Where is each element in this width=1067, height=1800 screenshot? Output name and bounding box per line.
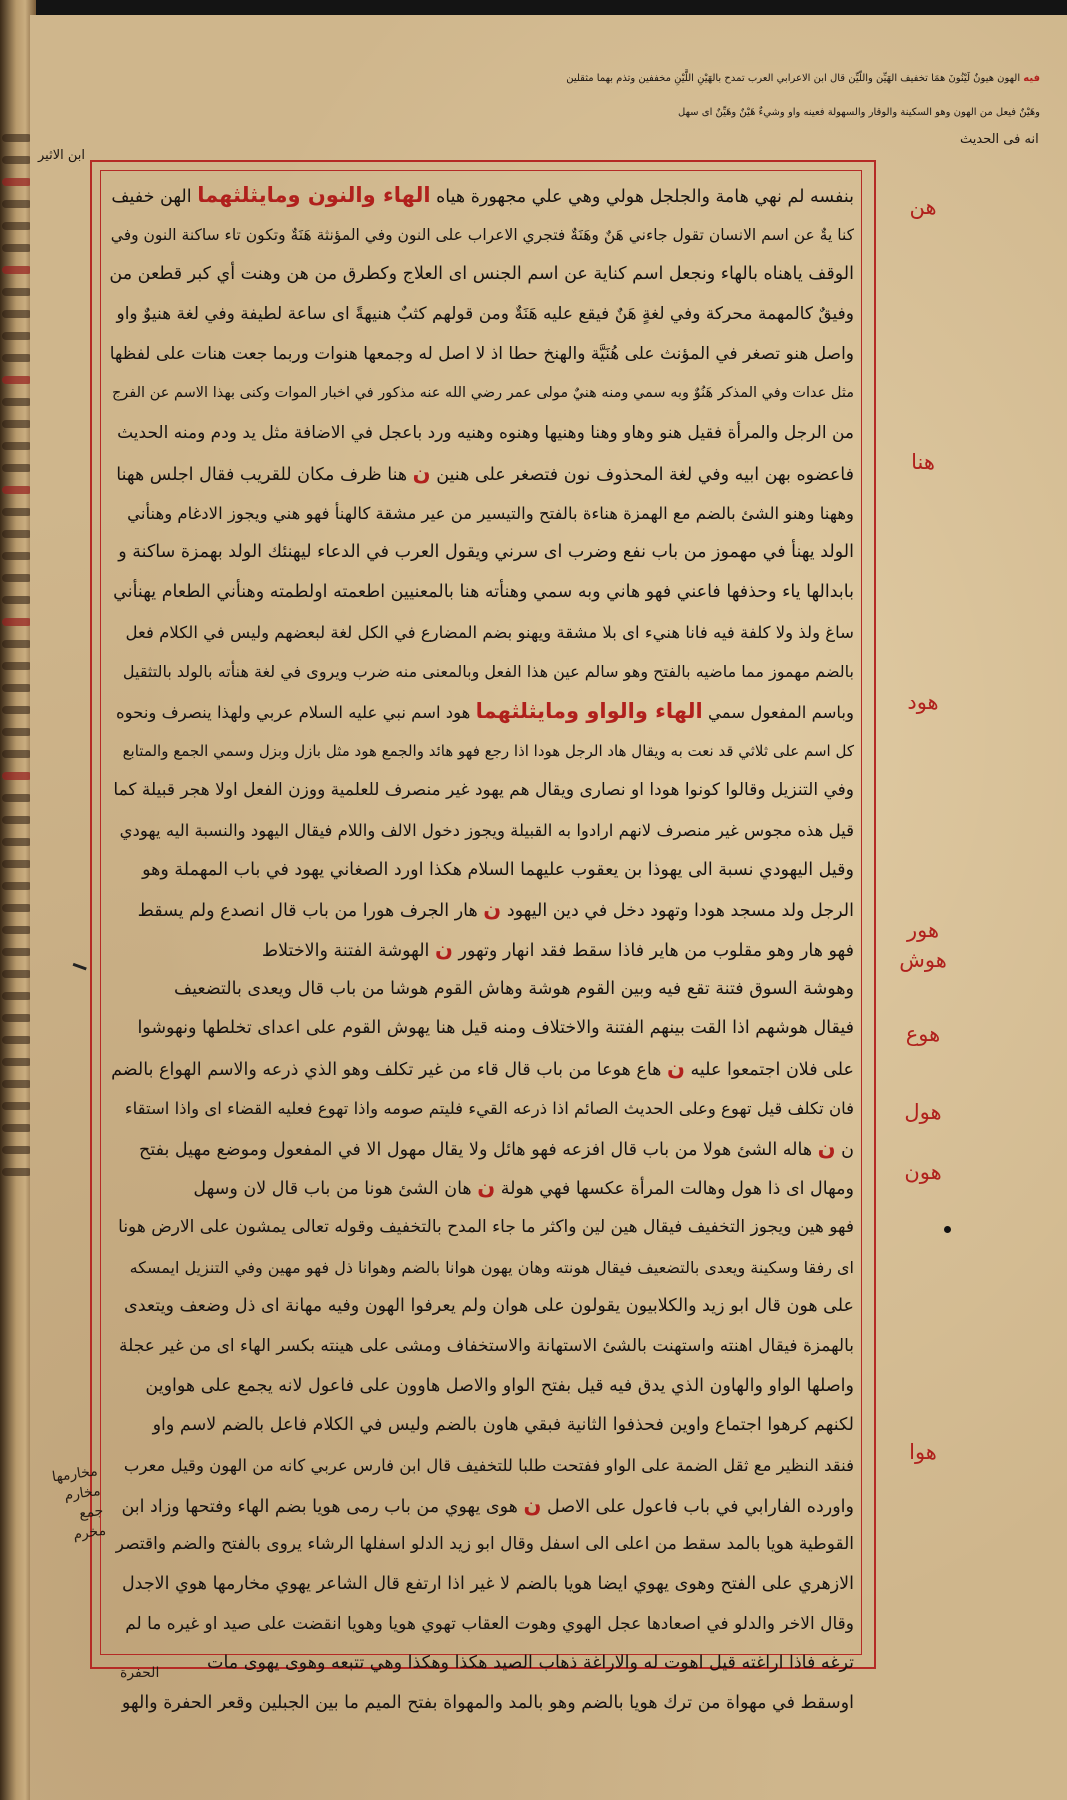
text-segment: بنفسه لم نهي هامة والجلجل هولي وهي علي مجهورة هياه bbox=[436, 187, 854, 207]
text-segment: فنقد النظير مع ثقل الضمة على الواو ففتحت طلبا للتخفيف قال ابن فارس عربي كانه من الهون وقيل معرب bbox=[123, 1456, 854, 1475]
text-segment: لكنهم كرهوا اجتماع واوين فحذفوا الثانية فبقي هاون بالضم وليس في الكلام فاعل بالضم لاسم واو bbox=[152, 1415, 854, 1436]
text-segment: واصل هنو تصغر في المؤنث على هُنَيَّة والهنخ حطا اذ لا اصل له وجمعها هنوات وربما جعت هنات على لفظها bbox=[109, 343, 854, 364]
text-segment: وفيقٌ كالمهمة محركة وفي لغةٍ هَنٌ فيقع عليه هَنَةٌ ومن قولهم كثبٌ هنيهةً اى ساعة لطيفة وفي لغة هنيوٌ واو bbox=[116, 304, 854, 325]
gloss-keyword: فيه bbox=[1023, 73, 1040, 84]
text-segment: فهو هين ويجوز التخفيف فيقال هين لين واكثر ما جاء المدح بالتخفيف وقوله تعالى يمشون على الارض هونا bbox=[118, 1216, 854, 1237]
margin-word-huna: هنا bbox=[911, 450, 935, 474]
text-line bbox=[108, 890, 854, 930]
text-segment: ومهال اى ذا هول وهالت المرأة عكسها فهي هولة bbox=[500, 1179, 854, 1200]
text-line bbox=[108, 851, 854, 891]
text-line bbox=[108, 1248, 854, 1288]
text-line bbox=[108, 1089, 854, 1129]
text-segment: كل اسم على ثلاثي قد نعت به ويقال هاد الرجل هودا اذا رجع فهو هائد والجمع هود مثل بازل وبزل وسمي الجمع والمتابع bbox=[122, 741, 854, 760]
text-line bbox=[108, 414, 854, 454]
margin-word-hawa: هوا bbox=[909, 1440, 937, 1464]
text-line bbox=[108, 1446, 854, 1486]
text-line bbox=[108, 1049, 854, 1089]
rubric-heading: ن bbox=[523, 1492, 542, 1517]
text-segment: وهوشة السوق فتنة تقع فيه وبين القوم هوشة وهاش القوم هوشا من باب قال ويعدى بالتضعيف bbox=[174, 978, 854, 999]
text-segment: مثل عدات وفي المذكر هَنُوٌ وبه سمي ومنه هنيٌ مولى عمر رضي الله عنه مذكور في اخبار الموات وكنى بهذا الاسم عن الفرج bbox=[111, 385, 854, 402]
text-segment: بالهمزة فيقال اهنته واستهنت بالشئ الاستهانة والاستخفاف ومشى على هينته بكسر الهاء اى من غير عجلة bbox=[119, 1335, 854, 1356]
text-segment: بالضم مهموز مما ماضيه بالفتح وهو سالم عين هذا الفعل وبالمعنى منه ضرب ويروى في لغة هنأته بالولد بالتثقيل bbox=[122, 662, 854, 682]
text-segment: هان الشئ هونا من باب قال لان وسهل bbox=[193, 1179, 472, 1200]
text-line bbox=[108, 335, 854, 375]
text-segment: قيل هذه مجوس غير منصرف لانهم ارادوا به القبيلة ويجوز دخول الالف واللام فيقال اليهود والنسبة اليه يهودي bbox=[119, 821, 854, 840]
gloss-note: انه فى الحديث bbox=[960, 132, 1039, 147]
text-line bbox=[108, 1327, 854, 1367]
text-segment: وفي التنزيل وقالوا كونوا هودا او نصارى ويقال هم يهود غير منصرف للعلمية ووزن الفعل اولا هجر قبيلة كما bbox=[113, 780, 854, 801]
text-line bbox=[108, 1208, 854, 1248]
gloss-attribution: ابن الاثير bbox=[38, 148, 85, 163]
text-segment: على هون قال ابو زيد والكلابيون يقولون على هوان ولم يعرفوا الهون وفيه مهانة اى ذل وضعف ويتعدى bbox=[124, 1296, 854, 1317]
text-segment: فيقال هوشهم اذا القت بينهم الفتنة والاختلاف ومنه قيل هنا يهوش القوم على اعداى تخلطها ونهوشوا bbox=[137, 1018, 854, 1039]
text-line bbox=[108, 811, 854, 851]
text-line bbox=[108, 613, 854, 653]
gloss-line-1 bbox=[40, 62, 1040, 96]
text-line bbox=[108, 573, 854, 613]
gloss-text-1: الهون هيونٌ لَيْنُونَ همَا تخفيف الهَيِّن واللّيِّن قال ابن الاعرابي العرب تمدح بالهَيْنِ اللَّيْنِ مخففين وتذم بهما مثقلين bbox=[566, 73, 1021, 84]
margin-word-hawl: هول bbox=[904, 1100, 942, 1124]
text-line bbox=[108, 1486, 854, 1526]
text-line bbox=[108, 1565, 854, 1605]
margin-dot-mark bbox=[944, 1226, 951, 1233]
text-segment: الولد يهنأ في مهموز من باب نفع وضرب اى سرني ويقول العرب في الدعاء ليهنئك الولد بهمزة ساكنة و bbox=[118, 542, 854, 563]
text-line bbox=[108, 494, 854, 534]
text-segment: الرجل ولد مسجد هودا وتهود دخل في دين اليهود bbox=[506, 901, 854, 922]
rubric-heading: ن bbox=[412, 460, 431, 485]
text-line bbox=[108, 1168, 854, 1208]
text-segment: الهن خفيف bbox=[111, 187, 192, 207]
margin-word-hun: هن bbox=[909, 195, 937, 219]
text-line bbox=[108, 652, 854, 692]
text-segment: القوطية هويا بالمد سقط من اعلى الى اسفل وقال ابو زيد الدلو اسفلها الرشاء يروى بالفتح والضم واقتصر bbox=[115, 1534, 854, 1555]
top-margin-gloss bbox=[38, 62, 1040, 163]
text-line bbox=[108, 533, 854, 573]
margin-word-hawsh: هوش bbox=[899, 948, 947, 972]
gloss-line-2: وهَيْنٌ فيعل من الهون وهو السكينة والوقار والسهولة فعينه واو وشيءٌ هَيْنٌ وهَيِّنٌ اى سهل bbox=[678, 107, 1040, 118]
text-line bbox=[108, 454, 854, 494]
text-line bbox=[108, 732, 854, 772]
rubric-heading: ن bbox=[477, 1175, 496, 1200]
text-line bbox=[108, 1684, 854, 1724]
text-segment: هار الجرف هورا من باب قال انصدع ولم يسقط bbox=[137, 901, 478, 922]
text-segment: هاع هوعا من باب قال قاء من غير تكلف وهو الذي ذرعه والاسم الهواع بالضم bbox=[111, 1060, 662, 1081]
text-line bbox=[108, 216, 854, 256]
rubric-heading: الهاء والنون ومايثلثهما bbox=[197, 183, 431, 207]
rubric-heading: الهاء والواو ومايثلثهما bbox=[475, 698, 703, 723]
text-line bbox=[108, 970, 854, 1010]
text-segment: من الرجل والمرأة فقيل هنو وهاو وهنا وهنيها وهنوه وهنيه ورد باعجل في الاضافة مثل يد ودم ومنه الحديث bbox=[117, 423, 854, 444]
text-line bbox=[108, 1009, 854, 1049]
text-line bbox=[108, 176, 854, 216]
margin-word-hur: هور bbox=[906, 918, 940, 942]
text-segment: واورده الفارابي في باب فاعول على الاصل bbox=[546, 1496, 854, 1517]
text-line bbox=[108, 295, 854, 335]
text-line bbox=[108, 1129, 854, 1169]
catchword: الحفرة bbox=[120, 1665, 160, 1681]
text-line bbox=[108, 930, 854, 970]
text-segment: فاعضوه بهن ابيه وفي لغة المحذوف نون فتصغر على هنين bbox=[436, 464, 854, 485]
main-text-block bbox=[108, 176, 854, 1714]
text-line bbox=[108, 771, 854, 811]
text-segment: وقيل اليهودي نسبة الى يهوذا بن يعقوب عليهما السلام هكذا اورد الصغاني يهود في باب المهملة وهو bbox=[142, 859, 854, 880]
text-segment: فان تكلف قيل تهوع وعلى الحديث الصائم اذا ذرعه القيء فليتم صومه واذا تهوع فعليه القضاء اى واذا استقاء bbox=[124, 1098, 854, 1118]
adjacent-page-ink bbox=[2, 120, 32, 1620]
rubric-heading: ن bbox=[817, 1135, 836, 1160]
rubric-heading: ن bbox=[666, 1056, 685, 1081]
text-line bbox=[108, 1367, 854, 1407]
text-segment: على فلان اجتمعوا عليه bbox=[690, 1060, 854, 1081]
text-segment: وباسم المفعول سمي bbox=[708, 702, 854, 722]
text-line bbox=[108, 1605, 854, 1645]
text-line bbox=[108, 1287, 854, 1327]
text-segment: واصلها الواو والهاون الذي يدق فيه قيل بفتح الواو والاصل هاوون على فاعول لانه يجمع على هواوين bbox=[145, 1375, 854, 1396]
text-segment: ساغ ولذ ولا كلفة فيه فانا هنيء اى بلا مشقة ويهنو بضم المضارع في الكل لغة لبعضهم وليس في الكلام فعل bbox=[125, 622, 854, 642]
text-line bbox=[108, 692, 854, 732]
text-segment: ن bbox=[841, 1139, 854, 1160]
text-line bbox=[108, 1525, 854, 1565]
rubric-heading: ن bbox=[483, 897, 502, 922]
text-segment: هود اسم نبي عليه السلام عربي ولهذا ينصرف ونحوه bbox=[116, 702, 471, 722]
text-segment: وقال الاخر والدلو في اصعادها عجل الهوي وهوت العقاب تهوي هويا وهويا انقضت على صيد او غيره ما لم bbox=[125, 1613, 854, 1634]
text-segment: بابدالها ياء وحذفها فاعني فهو هاني وبه سمي وهنأته هنا بالمعنيين اطعمته اولطمته وهنأني الطعام يهنأني bbox=[113, 581, 854, 602]
text-segment: فهو هار وهو مقلوب من هاير فاذا سقط فقد انهار وتهور bbox=[458, 941, 854, 962]
text-segment: كنا يةٌ عن اسم الانسان تقول جاءني هَنٌ وهَنَةٌ فتجري الاعراب على النون وفي المؤنثة هَنَةٌ وتكون تاء ساكنة النون وفي bbox=[110, 225, 854, 244]
text-line bbox=[108, 1644, 854, 1684]
margin-word-hud: هود bbox=[907, 690, 939, 714]
text-segment: هاله الشئ هولا من باب قال افزعه فهو هائل ولا يقال مهول الا في المفعول وموضع مهيل بفتح bbox=[139, 1139, 813, 1160]
rubric-heading: ن bbox=[434, 937, 453, 962]
text-segment: وههنا وهنو الشئ بالضم مع الهمزة هناءة بالفتح والتيسير من عير مشقة كالهنأ فهو هني ويجوز الادغام وهنأني bbox=[127, 503, 854, 523]
margin-word-hawn: هون bbox=[904, 1160, 942, 1184]
text-segment: اى رفقا وسكينة ويعدى بالتضعيف فيقال هونته وهان يهون هوانا بالضم وهوانا ذل فهو مهين وفي التنزيل ايمسكه bbox=[129, 1257, 854, 1277]
text-line bbox=[108, 255, 854, 295]
text-segment: اوسقط في مهواة من ترك هويا بالضم وهو بالمد والمهواة بفتح الميم ما بين الجبلين وقعر الحفرة والهو bbox=[121, 1693, 854, 1714]
text-line bbox=[108, 374, 854, 414]
text-line bbox=[108, 1406, 854, 1446]
text-segment: الوقف ياهناه بالهاء ونجعل اسم كناية عن اسم الجنس اى العلاج وكطرق من هن وهنت أي كبر قطعن من bbox=[109, 264, 854, 285]
text-segment: ترغه فاذا اراغته قيل اهوت له والاراغة ذهاب الصيد هكذا وهكذا وهي تتبعه وهوى يهوى مات bbox=[207, 1653, 854, 1674]
margin-word-haw: هوع bbox=[905, 1022, 941, 1046]
text-segment: الازهري على الفتح وهوى يهوي ايضا هويا بالضم لا غير اذا ارتفع قال الشاعر يهوي مخارمها هوي الاجدل bbox=[121, 1574, 854, 1595]
side-margin-note: مخارمها مخارم جمع مخرم bbox=[51, 1463, 107, 1544]
text-segment: هوى يهوي من باب رمى هويا بضم الهاء وفتحها وزاد ابن bbox=[121, 1496, 518, 1517]
text-segment: الهوشة الفتنة والاختلاط bbox=[261, 941, 430, 962]
text-segment: هنا ظرف مكان للقريب فقال اجلس ههنا bbox=[116, 464, 408, 485]
